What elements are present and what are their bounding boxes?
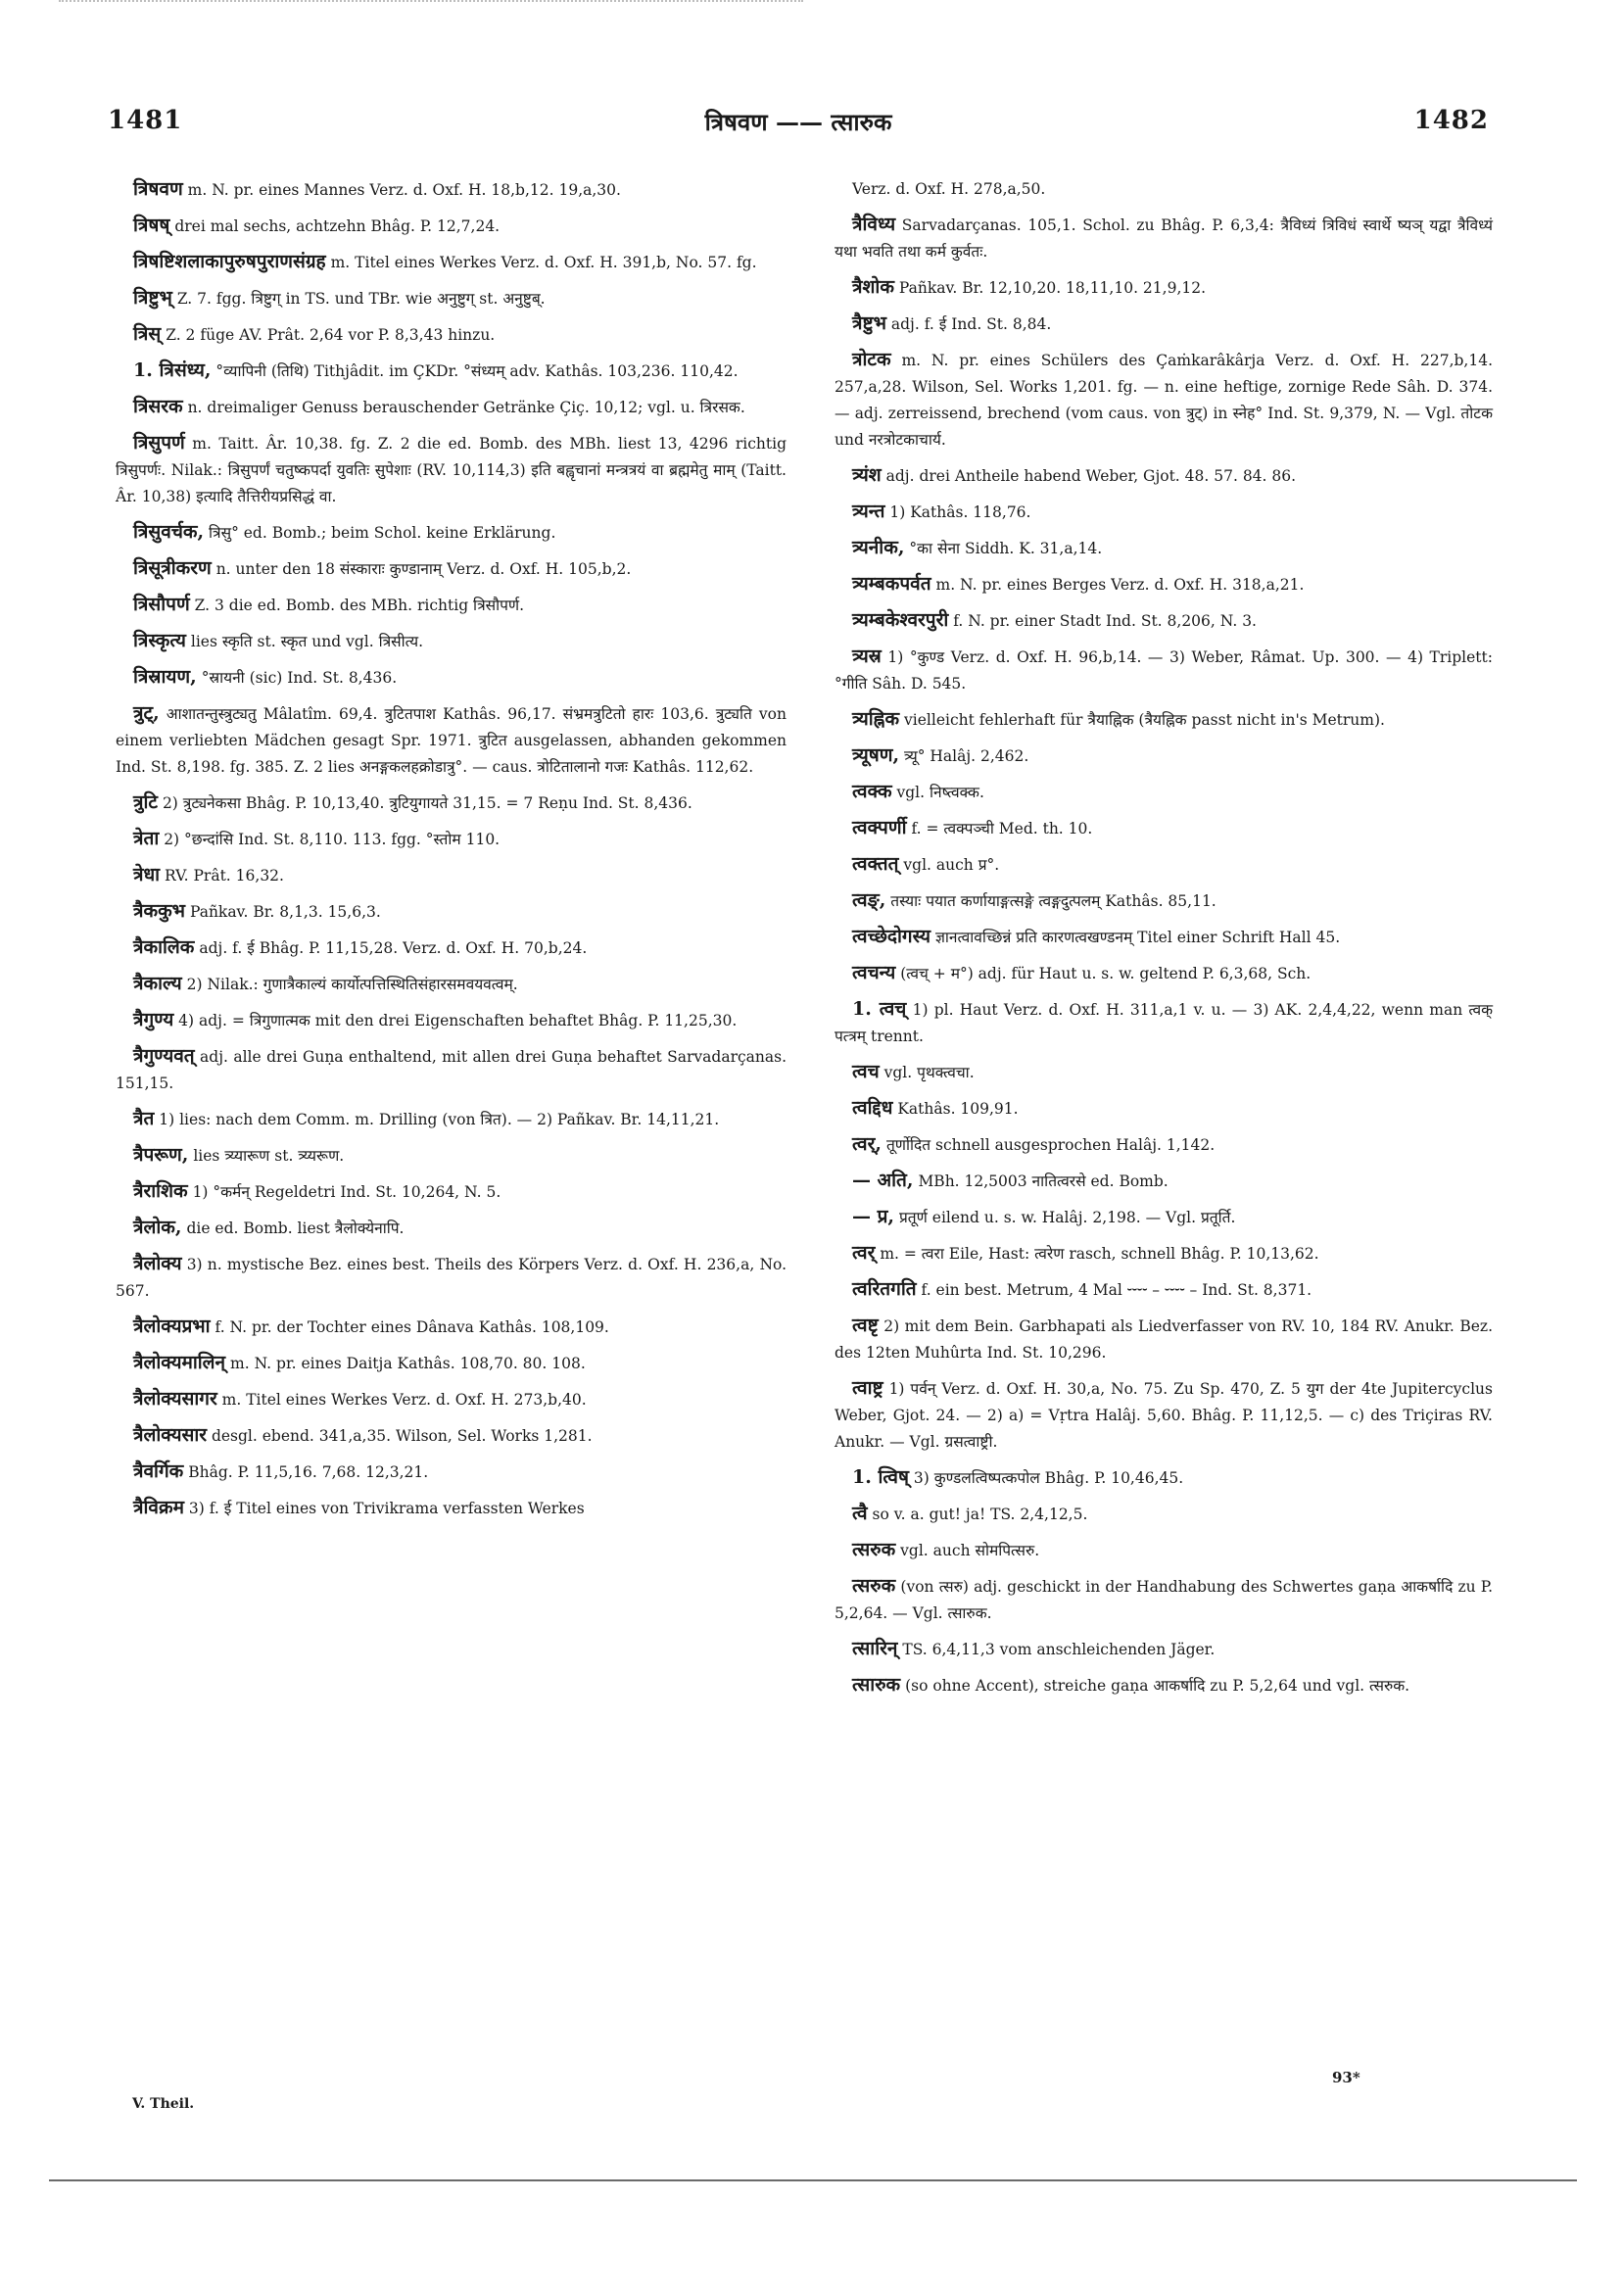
entry-text: m. N. pr. eines Schülers des Çaṁkarâkârja Verz. d. Oxf. H. 227,b,14. 257,a,28. Wilson, Sel. Works 1,201. fg. — n. eine heftige, zornige Rede Sâh. D. 374. — adj. zerreissend, brechend (vom caus. von त्रुट्) in स्नेह° Ind. St. 9,379, N. — Vgl. तोटक und नरत्रोटकाचार्य. [835, 352, 1493, 449]
entry-text: 2) त्रुट्यनेकसा Bhâg. P. 10,13,40. त्रुटियुगायते 31,15. = 7 Reṇu Ind. St. 8,436. [162, 794, 692, 812]
dictionary-entry [835, 212, 1493, 265]
dictionary-entry [835, 960, 1493, 987]
entry-text: desgl. ebend. 341,a,35. Wilson, Sel. Works 1,281. [211, 1427, 593, 1445]
dictionary-entry [116, 176, 787, 204]
dictionary-entry [116, 628, 787, 655]
dictionary-entry [116, 1314, 787, 1341]
entry-text: 4) adj. = त्रिगुणात्मक mit den drei Eigenschaften behaftet Bhâg. P. 11,25,30. [178, 1012, 738, 1029]
entry-headword: त्रैकालिक [133, 936, 195, 958]
entry-text: drei mal sechs, achtzehn Bhâg. P. 12,7,24. [174, 217, 501, 235]
entry-headword: त्र्यम्बकपर्वत [852, 573, 931, 595]
entry-text: adj. drei Antheile habend Weber, Gjot. 48. 57. 84. 86. [885, 467, 1297, 485]
dictionary-entry [116, 1495, 787, 1522]
entry-text: m. N. pr. eines Daitja Kathâs. 108,70. 80. 108. [230, 1355, 586, 1372]
scan-speckle [59, 0, 803, 2]
entry-text: Pañkav. Br. 12,10,20. 18,11,10. 21,9,12. [898, 279, 1207, 297]
entry-headword: त्रोटक [852, 349, 891, 370]
entry-text: 1) lies: nach dem Comm. m. Drilling (von त्रित). — 2) Pañkav. Br. 14,11,21. [159, 1111, 720, 1128]
entry-text: RV. Prât. 16,32. [165, 867, 284, 885]
entry-headword: — प्र, [852, 1206, 895, 1227]
entry-headword: त्वद्दिध [852, 1097, 893, 1119]
dictionary-entry [116, 213, 787, 240]
dictionary-entry [835, 1464, 1493, 1492]
dictionary-entry [835, 706, 1493, 734]
dictionary-entry [835, 311, 1493, 338]
left-column [116, 176, 787, 1531]
entry-headword: 1. त्वच् [852, 998, 907, 1020]
entry-text: (त्वच् + म°) adj. für Haut u. s. w. geltend P. 6,3,68, Sch. [900, 965, 1312, 982]
sheet-mark: 93* [1332, 2069, 1360, 2086]
entry-headword: — अति, [852, 1170, 914, 1191]
dictionary-entry [116, 898, 787, 926]
entry-headword: त्र्यम्बकेश्वरपुरी [852, 609, 949, 631]
dictionary-entry [835, 1168, 1493, 1195]
entry-text: m. Taitt. Âr. 10,38. fg. Z. 2 die ed. Bomb. des MBh. liest 13, 4296 richtig त्रिसुपर्णः. Nilak.: त्रिसुपर्णं चतुष्कपर्दा युवतिः सुपेशाः (RV. 10,114,3) इति बह्वृचानां मन्त्रत्रयं वा ब्रह्ममेतु माम् (Taitt. Âr. 10,38) इत्यादि तैत्तिरीयप्रसिद्धं वा. [116, 435, 787, 505]
entry-headword: 1. त्विष् [852, 1466, 909, 1488]
dictionary-entry [116, 430, 787, 510]
entry-text: 1) °कुण्ड Verz. d. Oxf. H. 96,b,14. — 3) Weber, Râmat. Up. 300. — 4) Triplett: °गीति Sâh. D. 545. [835, 648, 1493, 693]
dictionary-entry [116, 519, 787, 547]
entry-text: f. N. pr. einer Stadt Ind. St. 8,206, N. 3. [953, 612, 1257, 630]
dictionary-entry [116, 1422, 787, 1450]
entry-headword: त्र्यस्र [852, 646, 882, 667]
entry-headword: त्रैलोक्यमालिन् [133, 1352, 226, 1373]
dictionary-entry [116, 285, 787, 312]
entry-text: lies स्कृति st. स्कृत und vgl. त्रिसीत्य. [190, 633, 424, 650]
bottom-rule [49, 2179, 1577, 2181]
entry-headword: त्रिस्कृत्य [133, 630, 186, 651]
entry-text: TS. 6,4,11,3 vom anschleichenden Jäger. [902, 1641, 1216, 1658]
entry-headword: त्रैविध्य [852, 214, 896, 235]
entry-text: adj. f. ई Bhâg. P. 11,15,28. Verz. d. Oxf. H. 70,b,24. [199, 939, 588, 957]
entry-headword: त्रैलोक्यसार [133, 1424, 208, 1446]
entry-text: त्रिसु° ed. Bomb.; beim Schol. keine Erklärung. [209, 524, 556, 542]
running-head: त्रिषवण —— त्सारुक [704, 108, 892, 136]
dictionary-entry [835, 176, 1493, 203]
entry-text: 1) Kathâs. 118,76. [889, 503, 1031, 521]
entry-headword: त्रैलोक, [133, 1217, 182, 1238]
dictionary-entry [835, 1059, 1493, 1086]
dictionary-entry [835, 815, 1493, 842]
dictionary-entry [116, 1215, 787, 1242]
entry-headword: त्र्यह्निक [852, 708, 900, 730]
entry-headword: त्सारुक [852, 1674, 901, 1696]
dictionary-entry [116, 971, 787, 998]
dictionary-entry [835, 1313, 1493, 1366]
dictionary-entry [835, 1095, 1493, 1123]
dictionary-entry [835, 499, 1493, 526]
entry-text: so v. a. gut! ja! TS. 2,4,12,5. [872, 1506, 1088, 1523]
entry-text: Kathâs. 109,91. [897, 1100, 1019, 1118]
entry-text: die ed. Bomb. liest त्रैलोक्येनापि. [186, 1220, 405, 1237]
dictionary-entry [116, 1386, 787, 1413]
entry-text: 1) पर्वन् Verz. d. Oxf. H. 30,a, No. 75. Zu Sp. 470, Z. 5 युग der 4te Jupitercyclus Weber, Gjot. 24. — 2) a) = Vṛtra Halâj. 5,60. Bhâg. P. 11,12,5. — c) des Triçiras RV. Anukr. — Vgl. ग्रसत्वाष्ट्री. [835, 1380, 1493, 1451]
entry-headword: त्र्यंश [852, 464, 882, 486]
entry-text: vielleicht fehlerhaft für त्रैयाह्निक (त्रैयह्निक passt nicht in's Metrum). [904, 711, 1385, 729]
volume-mark: V. Theil. [132, 2096, 195, 2112]
entry-text: vgl. auch सोमपित्सरु. [900, 1542, 1040, 1559]
entry-text: तस्याः पयात कर्णायाङ्गत्सङ्गे त्वङ्गदुत्पलम् Kathâs. 85,11. [890, 892, 1216, 910]
entry-text: Z. 3 die ed. Bomb. des MBh. richtig त्रिसौपर्ण. [194, 597, 525, 614]
dictionary-entry [835, 462, 1493, 490]
entry-headword: त्सरुक [852, 1575, 896, 1597]
dictionary-entry [116, 862, 787, 889]
dictionary-entry [116, 789, 787, 817]
entry-text: m. N. pr. eines Mannes Verz. d. Oxf. H. 18,b,12. 19,a,30. [187, 181, 621, 199]
entry-text: °व्यापिनी (तिथि) Tithjâdit. im ÇKDr. °संध्यम् adv. Kathâs. 103,236. 110,42. [215, 362, 739, 380]
entry-headword: त्रिषष् [133, 215, 170, 236]
entry-text: (so ohne Accent), streiche gaṇa आकर्षादि zu P. 5,2,64 und vgl. त्सरुक. [905, 1677, 1410, 1695]
dictionary-entry [835, 1537, 1493, 1564]
left-page-number: 1481 [108, 106, 183, 135]
entry-headword: त्रिषवण [133, 178, 183, 200]
dictionary-entry [835, 924, 1493, 951]
dictionary-entry [835, 779, 1493, 806]
entry-headword: त्रैलोक्यसागर [133, 1388, 217, 1410]
dictionary-entry [116, 249, 787, 276]
dictionary-entry [835, 1501, 1493, 1528]
dictionary-entry [835, 887, 1493, 915]
dictionary-entry [116, 394, 787, 421]
dictionary-entry [835, 996, 1493, 1050]
entry-text: n. dreimaliger Genuss berauschender Getränke Çiç. 10,12; vgl. u. त्रिरसक. [187, 399, 745, 416]
dictionary-entry [835, 607, 1493, 635]
entry-headword: त्रिषष्टिशलाकापुरुषपुराणसंग्रह [133, 251, 326, 272]
dictionary-entry [835, 1375, 1493, 1456]
entry-text: Z. 7. fgg. त्रिष्टुग् in TS. und TBr. wie अनुष्टुग् st. अनुष्टुब्. [176, 290, 546, 308]
entry-headword: त्रैवर्गिक [133, 1460, 184, 1482]
dictionary-entry [116, 1007, 787, 1034]
dictionary-entry [116, 826, 787, 853]
entry-headword: त्रैगुण्य [133, 1009, 174, 1030]
entry-text: f. ein best. Metrum, 4 Mal ⏑⏑⏑⏑ – ⏑⏑⏑⏑ – Ind. St. 8,371. [921, 1281, 1312, 1299]
dictionary-entry [835, 274, 1493, 302]
entry-text: °स्रायनी (sic) Ind. St. 8,436. [201, 669, 398, 687]
entry-text: m. Titel eines Werkes Verz. d. Oxf. H. 273,b,40. [221, 1391, 587, 1409]
entry-headword: त्रिसुवर्चक, [133, 521, 205, 543]
dictionary-entry [835, 1672, 1493, 1699]
entry-text: ज्ञानत्वावच्छिन्नं प्रति कारणत्वखण्डनम् Titel einer Schrift Hall 45. [934, 929, 1341, 946]
dictionary-entry [835, 1204, 1493, 1231]
dictionary-entry [116, 1251, 787, 1305]
entry-headword: त्र्यूषण, [852, 744, 900, 766]
entry-headword: त्वक्पर्णी [852, 817, 907, 838]
entry-headword: त्वक्क [852, 781, 892, 802]
entry-text: f. N. pr. der Tochter eines Dânava Kathâs. 108,109. [215, 1318, 609, 1336]
entry-headword: त्रेधा [133, 864, 161, 885]
dictionary-entry [835, 1276, 1493, 1304]
dictionary-entry [835, 1240, 1493, 1268]
entry-headword: त्रैपरूण, [133, 1144, 189, 1166]
entry-text: त्र्यू° Halâj. 2,462. [904, 747, 1029, 765]
dictionary-entry [835, 1131, 1493, 1159]
entry-text: MBh. 12,5003 नातित्वरसे ed. Bomb. [918, 1172, 1169, 1190]
entry-headword: त्वष्टृ [852, 1315, 879, 1336]
dictionary-entry [116, 664, 787, 692]
entry-text: n. unter den 18 संस्काराः कुण्डानाम् Verz. d. Oxf. H. 105,b,2. [215, 560, 632, 578]
entry-text: m. Titel eines Werkes Verz. d. Oxf. H. 391,b, No. 57. fg. [330, 254, 757, 271]
entry-headword: त्वरितगति [852, 1278, 917, 1300]
dictionary-entry [116, 1142, 787, 1170]
entry-headword: त्वर्, [852, 1133, 882, 1155]
entry-headword: त्र्यनीक, [852, 537, 905, 558]
entry-text: vgl. पृथक्त्वचा. [883, 1064, 975, 1081]
entry-headword: त्र्यन्त [852, 501, 885, 522]
entry-text: adj. alle drei Guṇa enthaltend, mit allen drei Guṇa behaftet Sarvadarçanas. 151,15. [116, 1048, 787, 1092]
dictionary-entry [116, 592, 787, 619]
entry-headword: त्रिस् [133, 323, 162, 345]
entry-headword: त्रैगुण्यवत् [133, 1045, 195, 1067]
entry-text: 1) pl. Haut Verz. d. Oxf. H. 311,a,1 v. u. — 3) AK. 2,4,4,22, wenn man त्वक् पत्त्रम् trennt. [835, 1001, 1493, 1045]
entry-headword: त्वाष्ट्र [852, 1377, 883, 1399]
entry-headword: त्रैलोक्य [133, 1253, 182, 1274]
entry-text: तूर्णोदित schnell ausgesprochen Halâj. 1,142. [885, 1136, 1216, 1154]
dictionary-entry [116, 1178, 787, 1206]
dictionary-entry [835, 644, 1493, 697]
dictionary-entry [116, 358, 787, 385]
entry-headword: त्वच्छेदोगस्य [852, 926, 931, 947]
entry-headword: त्रिसूत्रीकरण [133, 557, 212, 579]
entry-headword: त्रिष्टुभ् [133, 287, 172, 309]
entry-text: Sarvadarçanas. 105,1. Schol. zu Bhâg. P. 6,3,4: त्रैविध्यं त्रिविधं स्वार्थे ष्यञ् यद्वा त्रैविध्यं यथा भवति तथा कर्म कुर्वतः. [835, 216, 1493, 261]
entry-headword: त्वच [852, 1061, 880, 1082]
entry-headword: त्रैष्टुभ [852, 312, 886, 334]
dictionary-entry [835, 347, 1493, 454]
entry-headword: त्रिसौपर्ण [133, 594, 190, 615]
dictionary-entry [116, 1106, 787, 1133]
dictionary-entry [116, 700, 787, 781]
entry-headword: त्रुटि [133, 791, 158, 813]
entry-text: Verz. d. Oxf. H. 278,a,50. [852, 180, 1046, 198]
page-header [108, 106, 1489, 145]
entry-headword: त्वै [852, 1503, 868, 1524]
entry-text: 1) °कर्मन् Regeldetri Ind. St. 10,264, N. 5. [192, 1183, 501, 1201]
entry-text: vgl. auch प्र°. [903, 856, 1000, 874]
dictionary-entry [835, 1636, 1493, 1663]
entry-headword: त्सारिन् [852, 1638, 898, 1659]
entry-headword: त्रिसरक [133, 396, 183, 417]
dictionary-entry [116, 321, 787, 349]
entry-headword: त्वर् [852, 1242, 876, 1264]
entry-text: lies त्र्य्यारूण st. त्र्य्यरूण. [193, 1147, 345, 1165]
right-column [835, 176, 1493, 1708]
entry-text: m. = त्वरा Eile, Hast: त्वरेण rasch, schnell Bhâg. P. 10,13,62. [880, 1245, 1319, 1263]
dictionary-entry [835, 851, 1493, 879]
entry-text: Pañkav. Br. 8,1,3. 15,6,3. [189, 903, 381, 921]
dictionary-entry [116, 934, 787, 962]
entry-text: 3) कुण्डलत्विष्पत्कपोल Bhâg. P. 10,46,45. [913, 1469, 1184, 1487]
entry-text: °का सेना Siddh. K. 31,a,14. [909, 540, 1103, 557]
entry-headword: त्रैशोक [852, 276, 894, 298]
entry-text: आशातन्तुस्त्रुट्यतु Mâlatîm. 69,4. त्रुटितपाश Kathâs. 96,17. संभ्रमत्रुटितो हारः 103,6. त्रुट्यति von einem verliebten Mädchen gesagt Spr. 1971. त्रुटित ausgelassen, abhanden gekommen Ind. St. 8,198. fg. 385. Z. 2 lies अनङ्गकलहक्रोडात्रु°. — caus. त्रोटितालानो गजः Kathâs. 112,62. [116, 705, 787, 776]
entry-text: प्रतूर्ण eilend u. s. w. Halâj. 2,198. — Vgl. प्रतूर्ति. [898, 1209, 1236, 1226]
dictionary-entry [116, 555, 787, 583]
entry-text: m. N. pr. eines Berges Verz. d. Oxf. H. 318,a,21. [935, 576, 1305, 594]
entry-text: 2) °छन्दांसि Ind. St. 8,110. 113. fgg. °स्तोम 110. [164, 831, 501, 848]
dictionary-entry [835, 742, 1493, 770]
dictionary-entry [116, 1459, 787, 1486]
entry-text: 2) mit dem Bein. Garbhapati als Liedverfasser von RV. 10, 184 RV. Anukr. Bez. des 12ten Muhûrta Ind. St. 10,296. [835, 1317, 1493, 1362]
entry-text: f. = त्वक्पञ्ची Med. th. 10. [911, 820, 1093, 837]
entry-headword: त्रैत [133, 1108, 155, 1129]
entry-headword: त्रिसुपर्ण [133, 432, 185, 454]
entry-text: 2) Nilak.: गुणात्रैकाल्यं कार्योत्पत्तिस्थितिसंहारसमवयवत्वम्. [186, 976, 518, 993]
entry-headword: त्रैराशिक [133, 1180, 188, 1202]
entry-text: Z. 2 füge AV. Prât. 2,64 vor P. 8,3,43 hinzu. [166, 326, 496, 344]
entry-headword: त्रिस्रायण, [133, 666, 197, 688]
dictionary-entry [835, 1573, 1493, 1627]
right-page-number: 1482 [1413, 106, 1489, 135]
dictionary-entry [835, 535, 1493, 562]
entry-text: (von त्सरु) adj. geschickt in der Handhabung des Schwertes gaṇa आकर्षादि zu P. 5,2,64. — Vgl. त्सारुक. [835, 1578, 1493, 1622]
entry-headword: त्रैककुभ [133, 900, 186, 922]
dictionary-entry [116, 1043, 787, 1097]
entry-headword: त्वक्तत् [852, 853, 899, 875]
entry-headword: त्रुट्, [133, 702, 160, 724]
entry-headword: त्रैविक्रम [133, 1497, 184, 1518]
entry-headword: त्रैकाल्य [133, 973, 182, 994]
entry-headword: त्रेता [133, 828, 160, 849]
entry-text: vgl. निष्त्वक्क. [896, 784, 984, 801]
entry-headword: 1. त्रिसंध्य, [133, 359, 212, 381]
dictionary-entry [116, 1350, 787, 1377]
dictionary-entry [835, 571, 1493, 598]
entry-headword: त्रैलोक्यप्रभा [133, 1315, 211, 1337]
entry-headword: त्वचन्य [852, 962, 896, 983]
entry-text: adj. f. ई Ind. St. 8,84. [890, 315, 1052, 333]
entry-headword: त्सरुक [852, 1539, 896, 1560]
entry-text: Bhâg. P. 11,5,16. 7,68. 12,3,21. [188, 1463, 429, 1481]
entry-headword: त्वङ्, [852, 889, 886, 911]
entry-text: 3) f. ई Titel eines von Trivikrama verfassten Werkes [188, 1500, 585, 1517]
entry-text: 3) n. mystische Bez. eines best. Theils des Körpers Verz. d. Oxf. H. 236,a, No. 567. [116, 1256, 787, 1300]
